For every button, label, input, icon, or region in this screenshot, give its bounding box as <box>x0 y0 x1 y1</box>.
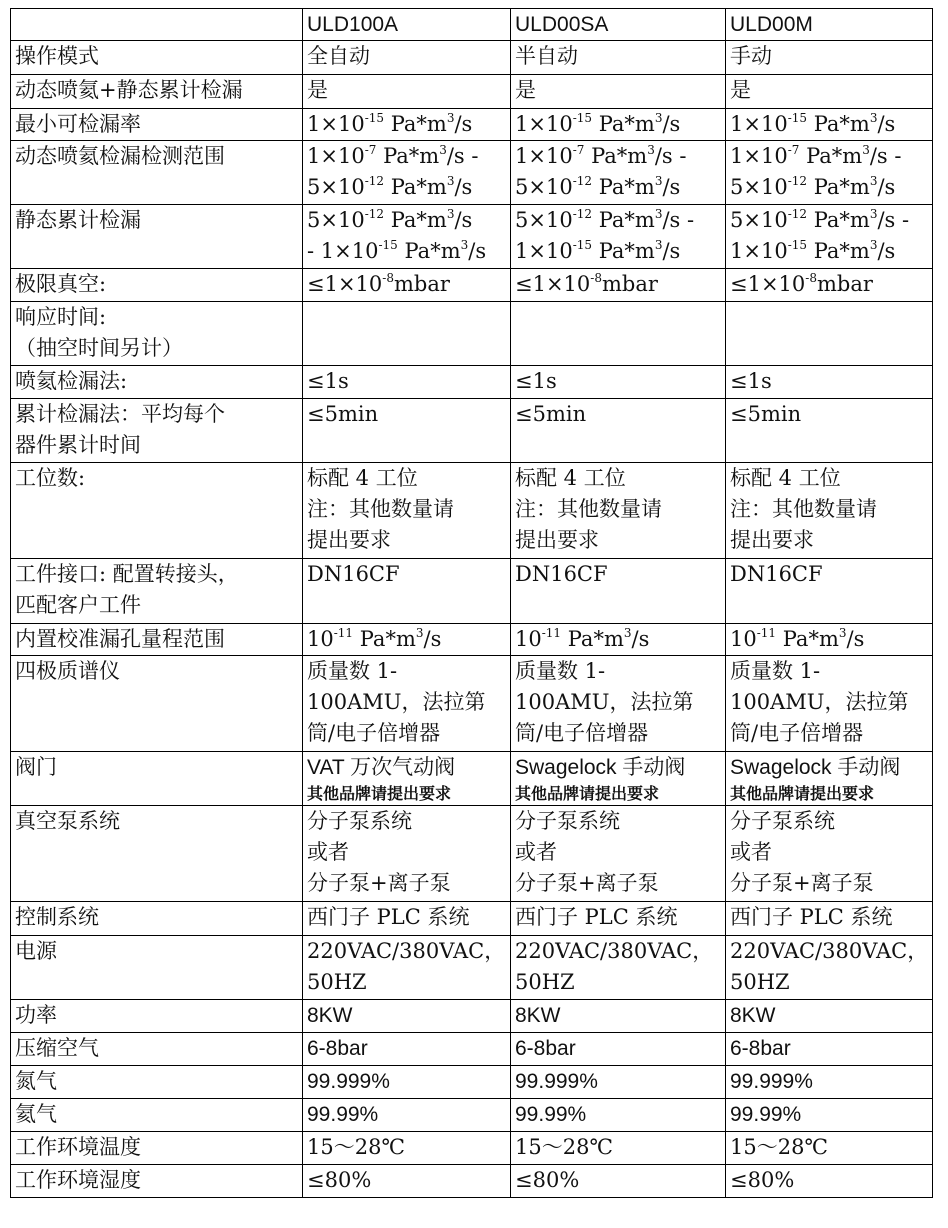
unit: Pa*m <box>782 627 839 651</box>
cell <box>303 109 511 141</box>
cell <box>511 205 726 269</box>
cell: 99.99% <box>303 1099 511 1132</box>
row-quad <box>11 656 933 752</box>
cell: 8KW <box>303 1000 511 1033</box>
unit-per: /s <box>662 239 681 263</box>
cell: 99.999% <box>511 1066 726 1099</box>
cell-line: 筒/电子倍增器 <box>730 721 864 745</box>
cell-line: 分子泵系统 <box>730 809 835 833</box>
cell: 99.99% <box>511 1099 726 1132</box>
cell <box>303 752 511 806</box>
cell: 99.99% <box>726 1099 933 1132</box>
row-helium <box>11 1099 933 1132</box>
cell: 是 <box>511 75 726 109</box>
unit: Pa*m <box>404 239 461 263</box>
row-label <box>11 302 303 366</box>
cell <box>726 141 933 205</box>
cell: ≤80% <box>303 1165 511 1198</box>
exponent: -7 <box>364 143 377 157</box>
cell <box>726 624 933 656</box>
cell: 8KW <box>511 1000 726 1033</box>
cell: 6-8bar <box>726 1033 933 1066</box>
cell: 是 <box>303 75 511 109</box>
unit: Pa*m <box>598 112 655 136</box>
cell: ≤1s <box>726 366 933 399</box>
cell: ≤1s <box>511 366 726 399</box>
cell-line: $1\times 10^{-7}$ $Pa*m^3/s$ - <box>515 143 687 168</box>
cell-line: 100AMU，法拉第 <box>730 690 909 714</box>
cell-line: $1\times 10^{-7}$ $Pa*m^3/s$ - <box>307 143 479 168</box>
row-control <box>11 902 933 936</box>
coef: 1×10 <box>730 144 788 168</box>
exponent: -12 <box>787 174 808 188</box>
cell-line: 50HZ <box>730 970 790 994</box>
exponent: -15 <box>787 238 808 252</box>
unit-per: /s <box>877 112 896 136</box>
cell-line: 筒/电子倍增器 <box>515 721 649 745</box>
cell: ≤5min <box>511 399 726 463</box>
cell-line: $5\times 10^{-12}$ $Pa*m^3/s$ <box>307 207 473 232</box>
cell-line: 50HZ <box>307 970 367 994</box>
cell-line: 220VAC/380VAC， <box>515 939 714 963</box>
unit-per: /s <box>846 627 865 651</box>
label-line: 器件累计时间 <box>15 433 141 457</box>
row-label: 内置校准漏孔量程范围 <box>11 624 303 656</box>
cell-line: $5\times 10^{-12}$ $Pa*m^3/s$ <box>515 174 681 199</box>
unit: Pa*m <box>383 144 440 168</box>
cell-line: 注：其他数量请 <box>307 497 454 521</box>
row-pump <box>11 806 933 902</box>
exponent: -15 <box>787 111 808 125</box>
exponent: -11 <box>541 626 562 640</box>
cell: 西门子 PLC 系统 <box>726 902 933 936</box>
unit-exponent: 3 <box>869 207 878 221</box>
cell-line <box>515 109 721 140</box>
spec-table <box>10 8 933 1198</box>
header-model-2: ULD00SA <box>511 9 726 41</box>
row-label: 静态累计检漏 <box>11 205 303 269</box>
cell <box>511 752 726 806</box>
unit-per: /s <box>454 112 473 136</box>
unit-exponent: 3 <box>654 238 663 252</box>
valve-note: 其他品牌请提出要求 <box>515 784 660 803</box>
exponent: -7 <box>572 143 585 157</box>
unit-per: /s <box>454 175 473 199</box>
cell-line: 标配 4 工位 <box>307 466 418 490</box>
row-label: 电源 <box>11 936 303 1000</box>
unit: Pa*m <box>390 175 447 199</box>
cell-line: 100AMU，法拉第 <box>307 690 486 714</box>
cell: DN16CF <box>726 559 933 624</box>
cell: 8KW <box>726 1000 933 1033</box>
unit-exponent: 3 <box>415 626 424 640</box>
cell-line: $1\times 10^{-7}$ $Pa*m^3/s$ - <box>730 143 902 168</box>
row-label: 氦气 <box>11 1099 303 1132</box>
row-stations <box>11 463 933 559</box>
cell <box>511 806 726 902</box>
row-cal-leak <box>11 624 933 656</box>
row-label: 四极质谱仪 <box>11 656 303 752</box>
unit-per: /s <box>662 208 681 232</box>
exponent: -8 <box>382 271 394 285</box>
row-label: 阀门 <box>11 752 303 806</box>
row-label: 工位数: <box>11 463 303 559</box>
unit-per: /s <box>454 208 473 232</box>
cell-line: 质量数 1- <box>730 659 821 683</box>
cell-line <box>307 624 506 655</box>
cell-line: 100AMU，法拉第 <box>515 690 694 714</box>
unit: Pa*m <box>813 239 870 263</box>
unit: Pa*m <box>806 144 863 168</box>
row-label <box>11 399 303 463</box>
unit: Pa*m <box>598 175 655 199</box>
coef: 10 <box>515 627 542 651</box>
cell-line: 注：其他数量请 <box>515 497 662 521</box>
unit-exponent: 3 <box>623 626 632 640</box>
cell <box>303 936 511 1000</box>
exponent: -12 <box>364 207 385 221</box>
unit-per: /s <box>877 175 896 199</box>
row-label: 控制系统 <box>11 902 303 936</box>
label-line: 响应时间: <box>15 305 107 329</box>
cell <box>726 752 933 806</box>
cell-line <box>730 236 928 267</box>
exponent: -15 <box>572 111 593 125</box>
unit: Pa*m <box>813 112 870 136</box>
cell: 6-8bar <box>303 1033 511 1066</box>
cell: ≤80% <box>726 1165 933 1198</box>
cell: 15～28℃ <box>726 1132 933 1165</box>
row-response <box>11 302 933 366</box>
cell-line <box>730 269 928 300</box>
cell: DN16CF <box>511 559 726 624</box>
cell: ≤80% <box>511 1165 726 1198</box>
coef: 1×10 <box>515 239 573 263</box>
cell: 15～28℃ <box>303 1132 511 1165</box>
unit-per: /s <box>468 239 487 263</box>
unit-exponent: 3 <box>647 143 655 157</box>
cell <box>511 302 726 366</box>
row-min-rate <box>11 109 933 141</box>
unit-per: /s <box>662 112 681 136</box>
cell <box>303 302 511 366</box>
cell-line: $5\times 10^{-12}$ $Pa*m^3/s$ <box>307 174 473 199</box>
unit-exponent: 3 <box>862 143 870 157</box>
row-label: 动态喷氦检漏检测范围 <box>11 141 303 205</box>
cell-line: 或者 <box>515 840 557 864</box>
cell-line: 或者 <box>730 840 772 864</box>
unit: Pa*m <box>390 112 447 136</box>
cell-line: 分子泵系统 <box>307 809 412 833</box>
unit-exponent: 3 <box>869 238 878 252</box>
header-model-1: ULD100A <box>303 9 511 41</box>
cell: DN16CF <box>303 559 511 624</box>
unit-per: /s <box>877 239 896 263</box>
cell-line: 提出要求 <box>515 528 599 552</box>
cell-line: 220VAC/380VAC， <box>307 939 506 963</box>
cell <box>511 269 726 302</box>
cell: 西门子 PLC 系统 <box>511 902 726 936</box>
exponent: -7 <box>787 143 800 157</box>
cell-line: 50HZ <box>515 970 575 994</box>
row-static-leak <box>11 205 933 269</box>
exponent: -12 <box>572 207 593 221</box>
unit-exponent: 3 <box>869 174 878 188</box>
vacuum-unit: mbar <box>393 272 450 296</box>
cell <box>726 463 933 559</box>
cell: 手动 <box>726 41 933 75</box>
cell-line <box>515 236 721 267</box>
cell: ≤1s <box>303 366 511 399</box>
cell <box>303 806 511 902</box>
coef: 1×10 <box>307 112 365 136</box>
row-label <box>11 559 303 624</box>
cell <box>511 109 726 141</box>
cell <box>303 463 511 559</box>
cell-line: 标配 4 工位 <box>730 466 841 490</box>
unit-exponent: 3 <box>446 174 455 188</box>
cell <box>726 205 933 269</box>
cell <box>726 269 933 302</box>
row-label: 极限真空: <box>11 269 303 302</box>
unit-exponent: 3 <box>460 238 469 252</box>
coef: 1×10 <box>515 112 573 136</box>
unit: Pa*m <box>390 208 447 232</box>
cell <box>511 936 726 1000</box>
unit-exponent: 3 <box>869 111 878 125</box>
vacuum-coef: ≤1×10 <box>307 272 383 296</box>
header-row <box>11 9 933 41</box>
exponent: -15 <box>378 238 398 252</box>
coef: 1×10 <box>320 239 379 263</box>
row-label: 真空泵系统 <box>11 806 303 902</box>
unit-per: /s <box>869 144 888 168</box>
cell-line: 筒/电子倍增器 <box>307 721 441 745</box>
exponent: -11 <box>756 626 777 640</box>
unit-per: /s <box>423 627 442 651</box>
row-dyn-range <box>11 141 933 205</box>
unit-exponent: 3 <box>838 626 847 640</box>
cell-line <box>515 624 721 655</box>
row-dyn-static <box>11 75 933 109</box>
label-line: 累计检漏法：平均每个 <box>15 402 225 426</box>
cell-line: 注：其他数量请 <box>730 497 877 521</box>
cell: ≤5min <box>303 399 511 463</box>
cell-line <box>307 109 506 140</box>
coef: 1×10 <box>307 144 365 168</box>
cell-line: 标配 4 工位 <box>515 466 626 490</box>
cell-line: 质量数 1- <box>515 659 606 683</box>
cell <box>726 109 933 141</box>
cell <box>303 141 511 205</box>
cell: 99.999% <box>303 1066 511 1099</box>
row-label: 喷氦检漏法: <box>11 366 303 399</box>
cell <box>511 624 726 656</box>
cell <box>511 656 726 752</box>
cell: 是 <box>726 75 933 109</box>
cell-line: 分子泵+离子泵 <box>730 871 874 895</box>
valve-note: 其他品牌请提出要求 <box>307 784 452 803</box>
exponent: -15 <box>572 238 593 252</box>
cell-line: - $1\times 10^{-15}$ $Pa*m^3/s$ <box>307 238 487 263</box>
cell-line: $5\times 10^{-12}$ $Pa*m^3/s$ - <box>515 207 695 232</box>
header-blank <box>11 9 303 41</box>
cell <box>303 269 511 302</box>
exponent: -12 <box>787 207 808 221</box>
label-line: 匹配客户工件 <box>15 593 141 617</box>
row-label: 工作环境温度 <box>11 1132 303 1165</box>
unit-per: /s <box>446 144 465 168</box>
cell: 99.999% <box>726 1066 933 1099</box>
row-label: 最小可检漏率 <box>11 109 303 141</box>
cell <box>511 463 726 559</box>
label-line: （抽空时间另计） <box>15 336 183 360</box>
exponent: -12 <box>572 174 593 188</box>
vacuum-coef: ≤1×10 <box>515 272 591 296</box>
unit: Pa*m <box>591 144 648 168</box>
cell: ≤5min <box>726 399 933 463</box>
cell-line: 提出要求 <box>730 528 814 552</box>
cell <box>511 141 726 205</box>
unit-exponent: 3 <box>654 174 663 188</box>
cell <box>303 624 511 656</box>
unit-exponent: 3 <box>446 207 455 221</box>
cell-line: 提出要求 <box>307 528 391 552</box>
exponent: -12 <box>364 174 385 188</box>
unit-per: /s <box>654 144 673 168</box>
row-nitrogen <box>11 1066 933 1099</box>
vacuum-coef: ≤1×10 <box>730 272 806 296</box>
unit: Pa*m <box>598 208 655 232</box>
exponent: -8 <box>590 271 602 285</box>
row-label: 压缩空气 <box>11 1033 303 1066</box>
vacuum-unit: mbar <box>816 272 873 296</box>
label-line: 工件接口: 配置转接头， <box>15 562 239 586</box>
cell-line: 220VAC/380VAC， <box>730 939 929 963</box>
cell-line <box>515 269 721 300</box>
cell <box>726 806 933 902</box>
unit-exponent: 3 <box>446 111 455 125</box>
cell <box>726 936 933 1000</box>
unit-exponent: 3 <box>439 143 447 157</box>
unit: Pa*m <box>598 239 655 263</box>
row-air <box>11 1033 933 1066</box>
row-label: 操作模式 <box>11 41 303 75</box>
unit-exponent: 3 <box>654 111 663 125</box>
row-label: 工作环境湿度 <box>11 1165 303 1198</box>
cell-line: 质量数 1- <box>307 659 398 683</box>
unit-exponent: 3 <box>654 207 663 221</box>
cell-line: VAT 万次气动阀 <box>307 756 456 779</box>
cell: 全自动 <box>303 41 511 75</box>
cell-line: $5\times 10^{-12}$ $Pa*m^3/s$ - <box>730 207 910 232</box>
row-ult-vacuum <box>11 269 933 302</box>
cell <box>303 205 511 269</box>
vacuum-unit: mbar <box>601 272 658 296</box>
row-spray <box>11 366 933 399</box>
row-accum <box>11 399 933 463</box>
exponent: -11 <box>333 626 354 640</box>
unit-per: /s <box>662 175 681 199</box>
row-interface <box>11 559 933 624</box>
cell-line: Swagelock 手动阀 <box>515 756 686 779</box>
cell-line: Swagelock 手动阀 <box>730 756 901 779</box>
row-temp <box>11 1132 933 1165</box>
row-label: 功率 <box>11 1000 303 1033</box>
cell <box>726 302 933 366</box>
row-power <box>11 1000 933 1033</box>
cell-line <box>730 109 928 140</box>
exponent: -15 <box>364 111 385 125</box>
coef: 10 <box>307 627 334 651</box>
cell: 15～28℃ <box>511 1132 726 1165</box>
valve-note: 其他品牌请提出要求 <box>730 784 875 803</box>
cell <box>303 656 511 752</box>
row-label: 动态喷氦+静态累计检漏 <box>11 75 303 109</box>
row-power-src <box>11 936 933 1000</box>
row-label: 氮气 <box>11 1066 303 1099</box>
cell: 6-8bar <box>511 1033 726 1066</box>
coef: 1×10 <box>515 144 573 168</box>
row-valve <box>11 752 933 806</box>
cell-line: 分子泵+离子泵 <box>515 871 659 895</box>
row-mode <box>11 41 933 75</box>
unit: Pa*m <box>813 175 870 199</box>
coef: 1×10 <box>730 112 788 136</box>
exponent: -8 <box>805 271 817 285</box>
unit-per: /s <box>631 627 650 651</box>
unit-per: /s <box>877 208 896 232</box>
cell-line <box>307 269 506 300</box>
cell: 半自动 <box>511 41 726 75</box>
header-model-3: ULD00M <box>726 9 933 41</box>
cell-line: 或者 <box>307 840 349 864</box>
coef: 10 <box>730 627 757 651</box>
cell <box>726 656 933 752</box>
cell-line: 分子泵+离子泵 <box>307 871 451 895</box>
unit: Pa*m <box>813 208 870 232</box>
coef: 1×10 <box>730 239 788 263</box>
cell-line: 分子泵系统 <box>515 809 620 833</box>
cell-line <box>730 624 928 655</box>
cell: 西门子 PLC 系统 <box>303 902 511 936</box>
row-humidity <box>11 1165 933 1198</box>
unit: Pa*m <box>359 627 416 651</box>
cell-line: $5\times 10^{-12}$ $Pa*m^3/s$ <box>730 174 896 199</box>
unit: Pa*m <box>567 627 624 651</box>
